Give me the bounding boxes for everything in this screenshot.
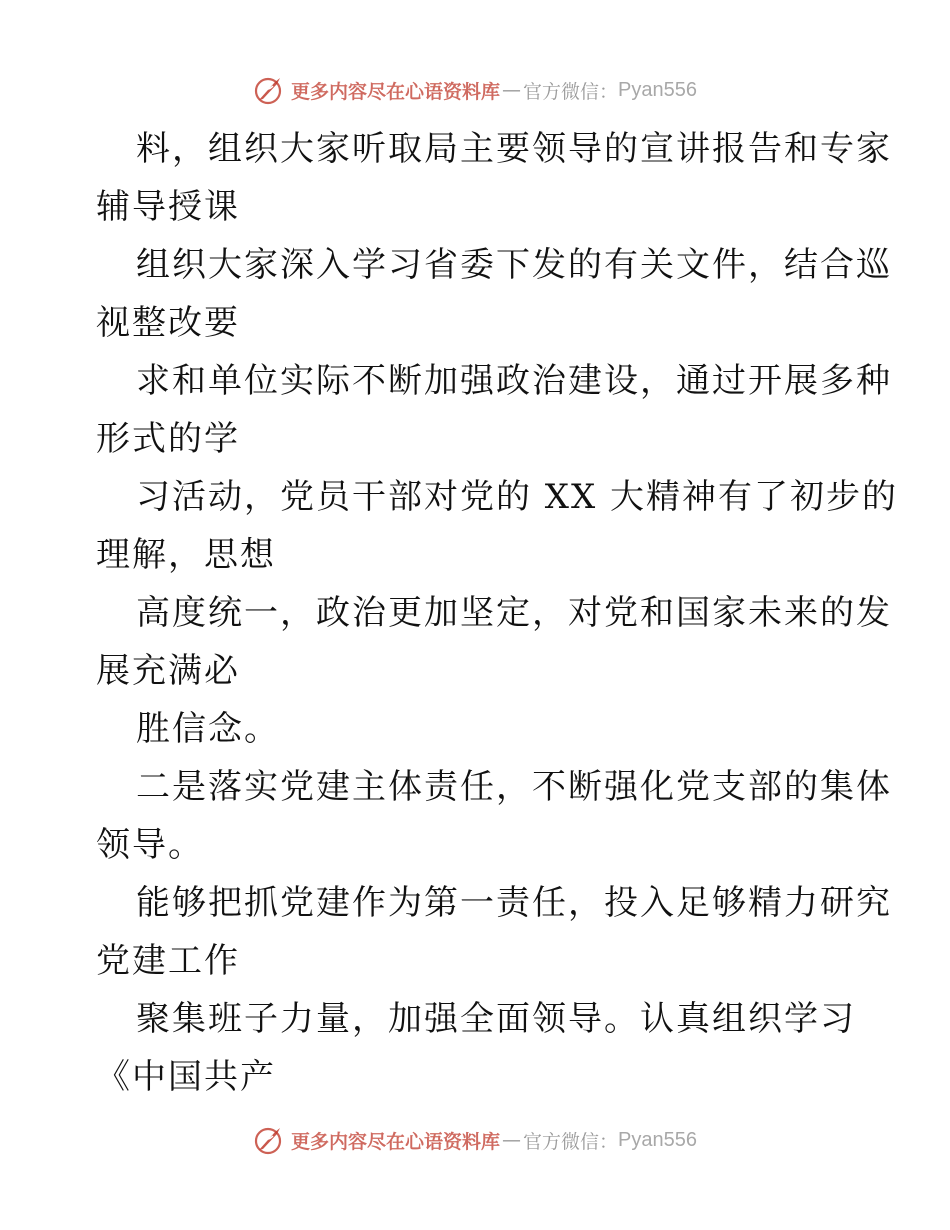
paragraph-7 — [96, 758, 892, 874]
paragraph-line: 能够把抓党建作为第一责任，投入足够精力研究 — [136, 883, 892, 923]
document-body — [96, 120, 899, 1106]
paragraph-line: 聚集班子力量，加强全面领导。认真组织学习 — [136, 999, 856, 1039]
paragraph-8 — [96, 874, 892, 990]
watermark-separator: — — [502, 79, 522, 101]
watermark-wechat-label: 官方微信： — [523, 1130, 619, 1153]
paragraph-line: 党建工作 — [96, 941, 240, 981]
paragraph-line: 二是落实党建主体责任，不断强化党支部的集体 — [136, 767, 892, 807]
paragraph-9 — [96, 990, 866, 1106]
watermark-separator: — — [502, 1129, 522, 1151]
paragraph-5 — [96, 584, 892, 700]
paragraph-line: 高度统一，政治更加坚定，对党和国家未来的发 — [136, 593, 892, 633]
quill-logo-icon — [253, 74, 285, 106]
paragraph-line: 展充满必 — [96, 651, 240, 691]
paragraph-line: 辅导授课 — [96, 187, 240, 227]
paragraph-2 — [96, 236, 892, 352]
watermark-wechat-id: Pyan556 — [618, 1128, 697, 1151]
header-watermark-banner — [0, 72, 950, 108]
footer-watermark-banner — [0, 1122, 950, 1158]
watermark-wechat-id: Pyan556 — [618, 78, 697, 101]
watermark-promo-text: 更多内容尽在心语资料库 — [291, 1130, 501, 1153]
quill-logo-icon — [253, 1124, 285, 1156]
paragraph-line: 视整改要 — [96, 303, 240, 343]
paragraph-line: 《中国共产 — [96, 1057, 276, 1097]
watermark-wechat-label: 官方微信： — [523, 80, 619, 103]
paragraph-line: 料，组织大家听取局主要领导的宣讲报告和专家 — [136, 129, 892, 169]
paragraph-line: 习活动，党员干部对党的 XX 大精神有了初步的 — [136, 477, 899, 517]
paragraph-3 — [96, 352, 892, 468]
paragraph-line: 求和单位实际不断加强政治建设，通过开展多种 — [136, 361, 892, 401]
paragraph-line: 领导。 — [96, 825, 204, 865]
paragraph-line: 理解，思想 — [96, 535, 276, 575]
paragraph-6 — [96, 700, 866, 758]
paragraph-4 — [96, 468, 899, 584]
watermark-promo-text: 更多内容尽在心语资料库 — [291, 80, 501, 103]
paragraph-line: 胜信念。 — [136, 709, 280, 749]
paragraph-line: 形式的学 — [96, 419, 240, 459]
paragraph-line: 组织大家深入学习省委下发的有关文件，结合巡 — [136, 245, 892, 285]
paragraph-1 — [96, 120, 892, 236]
